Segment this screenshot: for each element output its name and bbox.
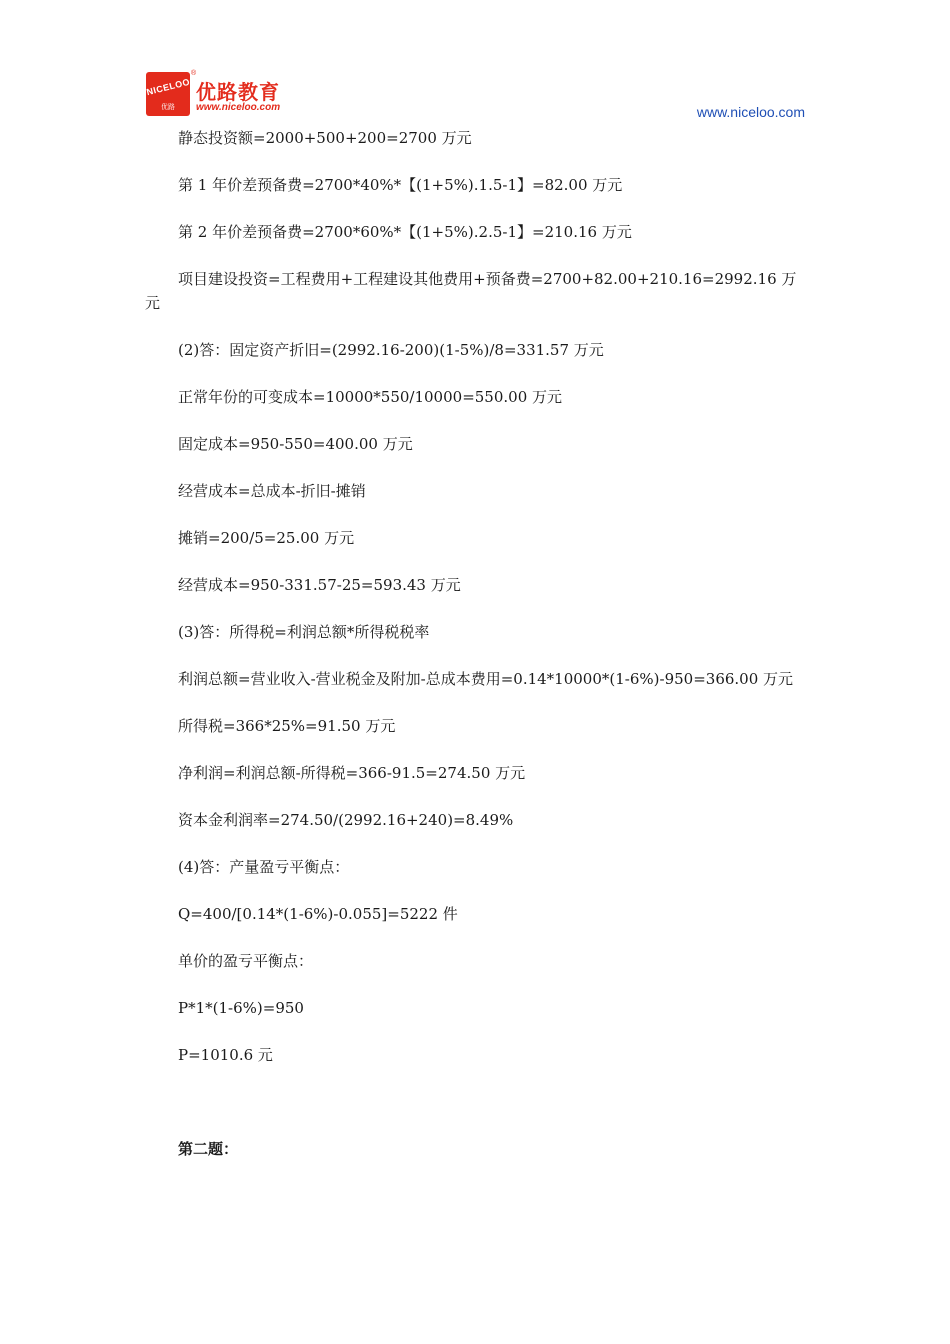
text-line: 净利润=利润总额-所得税=366-91.5=274.50 万元 [178,764,526,782]
text-line: 所得税=366*25%=91.50 万元 [178,717,396,735]
document-body [145,126,805,1161]
text-line: 第 1 年价差预备费=2700*40%*【(1+5%).1.5-1】=82.00 万元 [178,176,623,194]
text-line: Q=400/[0.14*(1-6%)-0.055]=5222 件 [178,905,458,923]
blank-spacer [145,1090,805,1137]
logo-url: www.niceloo.com [196,102,281,113]
text-line: 项目建设投资=工程费用+工程建设其他费用+预备费=2700+82.00+210.16=2992.16 万元 [145,270,797,312]
text-line: 静态投资额=2000+500+200=2700 万元 [178,129,472,147]
page-header [0,0,950,130]
text-line: 经营成本=950-331.57-25=593.43 万元 [178,576,461,594]
logo-badge-text: NICELOO [145,76,192,98]
text-line: (3)答：所得税=利润总额*所得税税率 [178,623,430,641]
logo-badge[interactable] [146,72,190,116]
text-line: 资本金利润率=274.50/(2992.16+240)=8.49% [178,811,514,829]
logo-brand-name[interactable]: 优路教育 [196,80,280,104]
section-title: 第二题： [178,1140,239,1158]
text-line: (2)答：固定资产折旧=(2992.16-200)(1-5%)/8=331.57 万元 [178,341,604,359]
text-line: P=1010.6 元 [178,1046,273,1064]
text-line: 利润总额=营业收入-营业税金及附加-总成本费用=0.14*10000*(1-6%)-950=366.00 万元 [178,670,794,688]
text-line: 经营成本=总成本-折旧-摊销 [178,482,366,500]
text-line: 单价的盈亏平衡点： [178,952,314,970]
site-url-link[interactable]: www.niceloo.com [696,104,805,120]
text-line: P*1*(1-6%)=950 [178,999,304,1017]
text-line: 摊销=200/5=25.00 万元 [178,529,355,547]
text-line: 第 2 年价差预备费=2700*60%*【(1+5%).2.5-1】=210.16 万元 [178,223,632,241]
text-line: (4)答：产量盈亏平衡点： [178,858,350,876]
text-line: 固定成本=950-550=400.00 万元 [178,435,413,453]
text-line: 正常年份的可变成本=10000*550/10000=550.00 万元 [178,388,563,406]
logo-badge-sub: 优路 [161,103,175,111]
registered-mark: ® [191,70,197,77]
